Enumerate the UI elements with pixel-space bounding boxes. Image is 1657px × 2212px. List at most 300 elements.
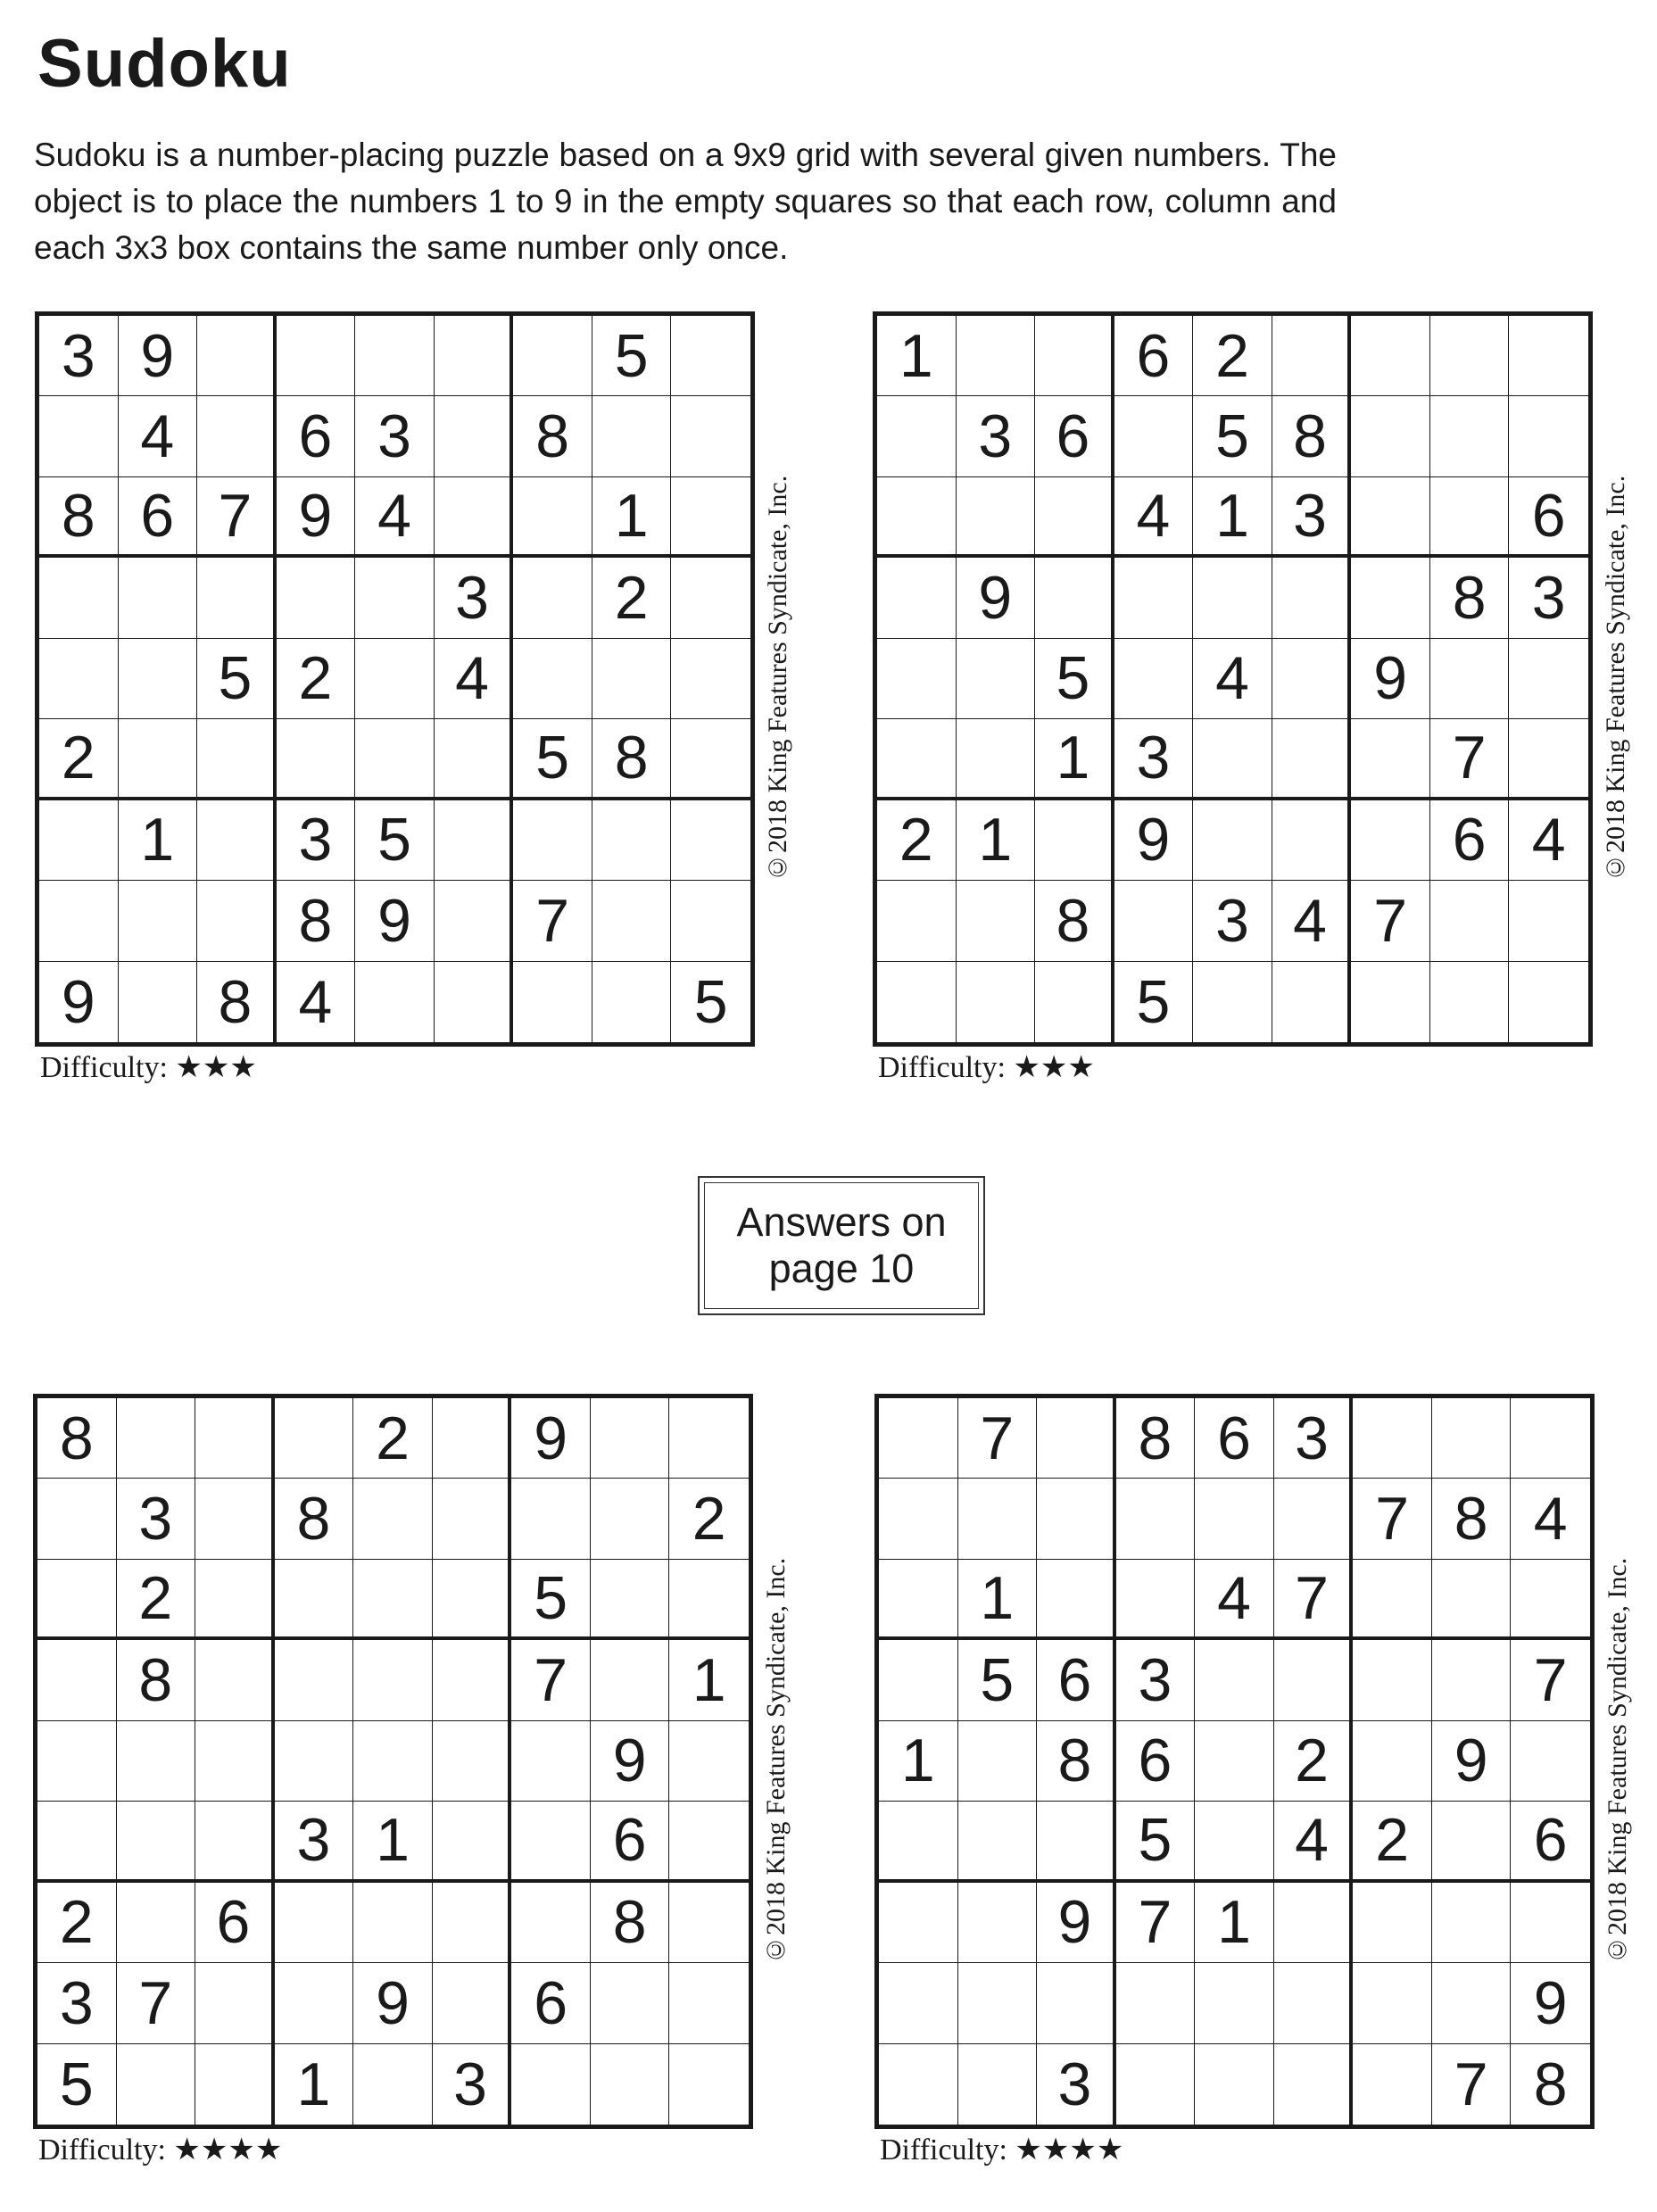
given-number-cell: 3 [37,1963,117,2043]
given-number-cell: 4 [119,396,198,476]
empty-cell[interactable] [1193,800,1272,881]
empty-cell[interactable] [1195,1479,1274,1559]
empty-cell[interactable] [1274,1479,1354,1559]
empty-cell[interactable] [353,1479,433,1559]
given-number-cell: 7 [1511,1640,1590,1720]
empty-cell[interactable] [591,1640,670,1720]
empty-cell[interactable] [195,1398,275,1479]
given-number-cell: 2 [1274,1721,1354,1802]
given-number-cell: 9 [1114,800,1194,881]
empty-cell[interactable] [669,2044,749,2125]
empty-cell[interactable] [433,1721,512,1802]
given-number-cell: 6 [1511,1802,1590,1882]
sudoku-grid [874,1394,1595,2129]
given-number-cell: 6 [1116,1721,1196,1802]
empty-cell[interactable] [1114,396,1194,476]
empty-cell[interactable] [435,962,514,1042]
empty-cell[interactable] [879,1640,958,1720]
empty-cell[interactable] [1272,719,1352,799]
empty-cell[interactable] [669,1963,749,2043]
empty-cell[interactable] [671,719,750,799]
empty-cell[interactable] [879,1479,958,1559]
empty-cell[interactable] [511,1479,591,1559]
given-number-cell: 6 [1195,1398,1274,1479]
empty-cell[interactable] [435,719,514,799]
empty-cell[interactable] [353,1883,433,1963]
empty-cell[interactable] [1351,962,1430,1042]
difficulty-stars: ★★★ [1013,1051,1095,1084]
empty-cell[interactable] [592,396,672,476]
empty-cell[interactable] [277,558,356,638]
empty-cell[interactable] [433,1560,512,1640]
empty-cell[interactable] [879,1560,958,1640]
empty-cell[interactable] [958,1802,1038,1882]
copyright-notice: ©2018 King Features Syndicate, Inc. [1603,1557,1632,1966]
empty-cell[interactable] [591,1479,670,1559]
answers-note-box [698,1176,985,1315]
given-number-cell: 7 [1353,1479,1432,1559]
empty-cell[interactable] [1432,1560,1512,1640]
given-number-cell: 1 [592,477,672,558]
given-number-cell: 5 [1114,962,1194,1042]
empty-cell[interactable] [1509,962,1588,1042]
empty-cell[interactable] [1272,962,1352,1042]
empty-cell[interactable] [957,316,1036,396]
empty-cell[interactable] [1116,2044,1196,2125]
empty-cell[interactable] [39,800,119,881]
empty-cell[interactable] [355,639,435,719]
empty-cell[interactable] [275,1640,354,1720]
empty-cell[interactable] [592,962,672,1042]
given-number-cell: 1 [958,1560,1038,1640]
given-number-cell: 8 [513,396,592,476]
empty-cell[interactable] [435,881,514,961]
given-number-cell: 1 [1195,1883,1274,1963]
empty-cell[interactable] [119,558,198,638]
given-number-cell: 3 [1116,1640,1196,1720]
given-number-cell: 2 [592,558,672,638]
given-number-cell: 7 [197,477,277,558]
difficulty-stars: ★★★★ [173,2133,283,2166]
given-number-cell: 5 [197,639,277,719]
empty-cell[interactable] [119,719,198,799]
empty-cell[interactable] [669,1883,749,1963]
given-number-cell: 1 [275,2044,354,2125]
empty-cell[interactable] [275,1721,354,1802]
empty-cell[interactable] [39,558,119,638]
empty-cell[interactable] [435,477,514,558]
empty-cell[interactable] [1351,800,1430,881]
empty-cell[interactable] [1195,1721,1274,1802]
empty-cell[interactable] [1430,316,1510,396]
empty-cell[interactable] [1037,1398,1116,1479]
given-number-cell: 3 [1272,477,1352,558]
empty-cell[interactable] [1509,719,1588,799]
empty-cell[interactable] [197,881,277,961]
given-number-cell: 8 [1037,1721,1116,1802]
empty-cell[interactable] [433,1479,512,1559]
empty-cell[interactable] [39,881,119,961]
empty-cell[interactable] [117,2044,196,2125]
empty-cell[interactable] [1035,962,1114,1042]
empty-cell[interactable] [355,962,435,1042]
empty-cell[interactable] [197,558,277,638]
empty-cell[interactable] [958,1963,1038,2043]
empty-cell[interactable] [1353,1883,1432,1963]
empty-cell[interactable] [1114,558,1194,638]
given-number-cell: 8 [1430,558,1510,638]
empty-cell[interactable] [1353,1640,1432,1720]
empty-cell[interactable] [671,881,750,961]
given-number-cell: 1 [879,1721,958,1802]
empty-cell[interactable] [1509,316,1588,396]
given-number-cell: 5 [958,1640,1038,1720]
empty-cell[interactable] [433,1963,512,2043]
empty-cell[interactable] [958,1721,1038,1802]
given-number-cell: 8 [1035,881,1114,961]
empty-cell[interactable] [957,477,1036,558]
empty-cell[interactable] [37,1802,117,1882]
empty-cell[interactable] [592,800,672,881]
empty-cell[interactable] [1353,1721,1432,1802]
empty-cell[interactable] [195,2044,275,2125]
empty-cell[interactable] [39,639,119,719]
empty-cell[interactable] [1432,1802,1512,1882]
given-number-cell: 6 [1035,396,1114,476]
empty-cell[interactable] [877,719,957,799]
empty-cell[interactable] [1509,881,1588,961]
empty-cell[interactable] [353,1721,433,1802]
empty-cell[interactable] [435,396,514,476]
empty-cell[interactable] [1114,881,1194,961]
answers-note-inner [704,1182,979,1309]
empty-cell[interactable] [591,2044,670,2125]
given-number-cell: 7 [958,1398,1038,1479]
empty-cell[interactable] [513,639,592,719]
given-number-cell: 2 [353,1398,433,1479]
empty-cell[interactable] [669,1721,749,1802]
difficulty-label: Difficulty: [878,1051,1006,1084]
empty-cell[interactable] [671,639,750,719]
given-number-cell: 1 [353,1802,433,1882]
empty-cell[interactable] [195,1721,275,1802]
empty-cell[interactable] [1432,1640,1512,1720]
empty-cell[interactable] [1037,1963,1116,2043]
empty-cell[interactable] [671,477,750,558]
empty-cell[interactable] [1272,558,1352,638]
given-number-cell: 3 [1274,1398,1354,1479]
empty-cell[interactable] [1511,1560,1590,1640]
empty-cell[interactable] [117,1398,196,1479]
empty-cell[interactable] [1351,316,1430,396]
given-number-cell: 6 [1430,800,1510,881]
copyright-notice: ©2018 King Features Syndicate, Inc. [1601,475,1630,883]
given-number-cell: 8 [1432,1479,1512,1559]
empty-cell[interactable] [1353,2044,1432,2125]
given-number-cell: 3 [1193,881,1272,961]
empty-cell[interactable] [1116,1560,1196,1640]
empty-cell[interactable] [37,1560,117,1640]
empty-cell[interactable] [511,2044,591,2125]
given-number-cell: 3 [1037,2044,1116,2125]
empty-cell[interactable] [1037,1802,1116,1882]
empty-cell[interactable] [1511,1883,1590,1963]
empty-cell[interactable] [1035,316,1114,396]
empty-cell[interactable] [195,1963,275,2043]
empty-cell[interactable] [957,719,1036,799]
empty-cell[interactable] [1430,477,1510,558]
empty-cell[interactable] [195,1479,275,1559]
empty-cell[interactable] [195,1560,275,1640]
given-number-cell: 2 [877,800,957,881]
empty-cell[interactable] [1272,316,1352,396]
empty-cell[interactable] [195,1802,275,1882]
empty-cell[interactable] [1195,1802,1274,1882]
empty-cell[interactable] [958,1883,1038,1963]
difficulty-rating [40,1048,257,1088]
empty-cell[interactable] [1274,2044,1354,2125]
empty-cell[interactable] [671,396,750,476]
empty-cell[interactable] [197,719,277,799]
given-number-cell: 3 [435,558,514,638]
empty-cell[interactable] [671,558,750,638]
empty-cell[interactable] [879,1802,958,1882]
given-number-cell: 6 [195,1883,275,1963]
empty-cell[interactable] [879,2044,958,2125]
empty-cell[interactable] [877,477,957,558]
empty-cell[interactable] [1430,881,1510,961]
given-number-cell: 3 [433,2044,512,2125]
empty-cell[interactable] [671,316,750,396]
empty-cell[interactable] [275,1883,354,1963]
empty-cell[interactable] [353,1640,433,1720]
empty-cell[interactable] [879,1398,958,1479]
given-number-cell: 2 [277,639,356,719]
difficulty-rating [38,2131,282,2170]
empty-cell[interactable] [1353,1398,1432,1479]
empty-cell[interactable] [1430,396,1510,476]
empty-cell[interactable] [1035,477,1114,558]
empty-cell[interactable] [117,1721,196,1802]
empty-cell[interactable] [117,1883,196,1963]
given-number-cell: 9 [119,316,198,396]
given-number-cell: 8 [117,1640,196,1720]
given-number-cell: 6 [1114,316,1194,396]
given-number-cell: 5 [1116,1802,1196,1882]
empty-cell[interactable] [119,881,198,961]
empty-cell[interactable] [433,1883,512,1963]
empty-cell[interactable] [1274,1640,1354,1720]
given-number-cell: 4 [355,477,435,558]
empty-cell[interactable] [669,1398,749,1479]
empty-cell[interactable] [39,396,119,476]
intro-text: Sudoku is a number-placing puzzle based on a 9x9 grid with several given numbers. The object is to place the numbers 1 to 9 in the empty squares so that each row, column and each 3x3 box contains the same number only once. [34,137,1337,266]
empty-cell[interactable] [1195,1640,1274,1720]
empty-cell[interactable] [1272,639,1352,719]
empty-cell[interactable] [877,962,957,1042]
given-number-cell: 9 [957,558,1036,638]
empty-cell[interactable] [513,962,592,1042]
empty-cell[interactable] [1035,558,1114,638]
empty-cell[interactable] [1274,1963,1354,2043]
given-number-cell: 4 [1272,881,1352,961]
empty-cell[interactable] [433,1398,512,1479]
difficulty-rating [878,1048,1095,1088]
given-number-cell: 1 [877,316,957,396]
empty-cell[interactable] [277,316,356,396]
given-number-cell: 8 [591,1883,670,1963]
empty-cell[interactable] [958,1479,1038,1559]
page-title: Sudoku [37,26,292,102]
empty-cell[interactable] [1274,1883,1354,1963]
given-number-cell: 9 [1037,1883,1116,1963]
empty-cell[interactable] [1351,719,1430,799]
given-number-cell: 8 [39,477,119,558]
given-number-cell: 3 [275,1802,354,1882]
empty-cell[interactable] [1511,1398,1590,1479]
empty-cell[interactable] [879,1883,958,1963]
empty-cell[interactable] [353,2044,433,2125]
given-number-cell: 5 [511,1560,591,1640]
empty-cell[interactable] [197,396,277,476]
empty-cell[interactable] [1511,1721,1590,1802]
empty-cell[interactable] [877,396,957,476]
empty-cell[interactable] [275,1560,354,1640]
empty-cell[interactable] [1351,477,1430,558]
empty-cell[interactable] [511,1721,591,1802]
given-number-cell: 9 [1351,639,1430,719]
empty-cell[interactable] [355,558,435,638]
empty-cell[interactable] [119,639,198,719]
empty-cell[interactable] [1430,639,1510,719]
empty-cell[interactable] [957,639,1036,719]
empty-cell[interactable] [511,1802,591,1882]
empty-cell[interactable] [671,800,750,881]
difficulty-stars: ★★★ [175,1051,257,1084]
empty-cell[interactable] [197,316,277,396]
empty-cell[interactable] [513,558,592,638]
empty-cell[interactable] [1114,639,1194,719]
empty-cell[interactable] [275,1963,354,2043]
given-number-cell: 7 [1351,881,1430,961]
empty-cell[interactable] [879,1963,958,2043]
empty-cell[interactable] [1037,1479,1116,1559]
given-number-cell: 9 [277,477,356,558]
empty-cell[interactable] [1430,962,1510,1042]
empty-cell[interactable] [1353,1963,1432,2043]
given-number-cell: 9 [1432,1721,1512,1802]
empty-cell[interactable] [119,962,198,1042]
empty-cell[interactable] [37,1479,117,1559]
empty-cell[interactable] [1193,558,1272,638]
given-number-cell: 2 [1353,1802,1432,1882]
given-number-cell: 3 [1114,719,1194,799]
empty-cell[interactable] [1193,962,1272,1042]
given-number-cell: 4 [1274,1802,1354,1882]
empty-cell[interactable] [1272,800,1352,881]
difficulty-label: Difficulty: [40,1051,168,1084]
empty-cell[interactable] [592,639,672,719]
empty-cell[interactable] [1351,396,1430,476]
empty-cell[interactable] [877,558,957,638]
empty-cell[interactable] [1116,1479,1196,1559]
sudoku-grid [873,311,1593,1047]
given-number-cell: 8 [197,962,277,1042]
empty-cell[interactable] [435,800,514,881]
empty-cell[interactable] [117,1802,196,1882]
empty-cell[interactable] [877,639,957,719]
given-number-cell: 8 [592,719,672,799]
given-number-cell: 3 [277,800,356,881]
empty-cell[interactable] [957,962,1036,1042]
given-number-cell: 6 [591,1802,670,1882]
given-number-cell: 9 [591,1721,670,1802]
empty-cell[interactable] [957,881,1036,961]
empty-cell[interactable] [1509,639,1588,719]
empty-cell[interactable] [1432,1398,1512,1479]
empty-cell[interactable] [353,1560,433,1640]
empty-cell[interactable] [37,1721,117,1802]
empty-cell[interactable] [1353,1560,1432,1640]
empty-cell[interactable] [669,1560,749,1640]
empty-cell[interactable] [1193,719,1272,799]
empty-cell[interactable] [513,316,592,396]
empty-cell[interactable] [197,800,277,881]
empty-cell[interactable] [877,881,957,961]
empty-cell[interactable] [1195,2044,1274,2125]
given-number-cell: 5 [592,316,672,396]
given-number-cell: 2 [117,1560,196,1640]
empty-cell[interactable] [591,1963,670,2043]
empty-cell[interactable] [513,800,592,881]
empty-cell[interactable] [1432,1883,1512,1963]
empty-cell[interactable] [355,316,435,396]
given-number-cell: 2 [37,1883,117,1963]
empty-cell[interactable] [1509,396,1588,476]
empty-cell[interactable] [355,719,435,799]
difficulty-rating [880,2131,1123,2170]
empty-cell[interactable] [591,1560,670,1640]
empty-cell[interactable] [433,1802,512,1882]
empty-cell[interactable] [513,477,592,558]
empty-cell[interactable] [1351,558,1430,638]
empty-cell[interactable] [1432,1963,1512,2043]
empty-cell[interactable] [1116,1963,1196,2043]
given-number-cell: 9 [1511,1963,1590,2043]
empty-cell[interactable] [37,1640,117,1720]
given-number-cell: 5 [513,719,592,799]
given-number-cell: 6 [1509,477,1588,558]
empty-cell[interactable] [1195,1963,1274,2043]
empty-cell[interactable] [433,1640,512,1720]
empty-cell[interactable] [958,2044,1038,2125]
given-number-cell: 2 [39,719,119,799]
empty-cell[interactable] [591,1398,670,1479]
given-number-cell: 7 [1430,719,1510,799]
empty-cell[interactable] [277,719,356,799]
empty-cell[interactable] [275,1398,354,1479]
given-number-cell: 2 [1193,316,1272,396]
empty-cell[interactable] [511,1883,591,1963]
empty-cell[interactable] [1035,800,1114,881]
given-number-cell: 6 [277,396,356,476]
empty-cell[interactable] [1037,1560,1116,1640]
empty-cell[interactable] [669,1802,749,1882]
empty-cell[interactable] [195,1640,275,1720]
empty-cell[interactable] [435,316,514,396]
given-number-cell: 9 [511,1398,591,1479]
empty-cell[interactable] [592,881,672,961]
